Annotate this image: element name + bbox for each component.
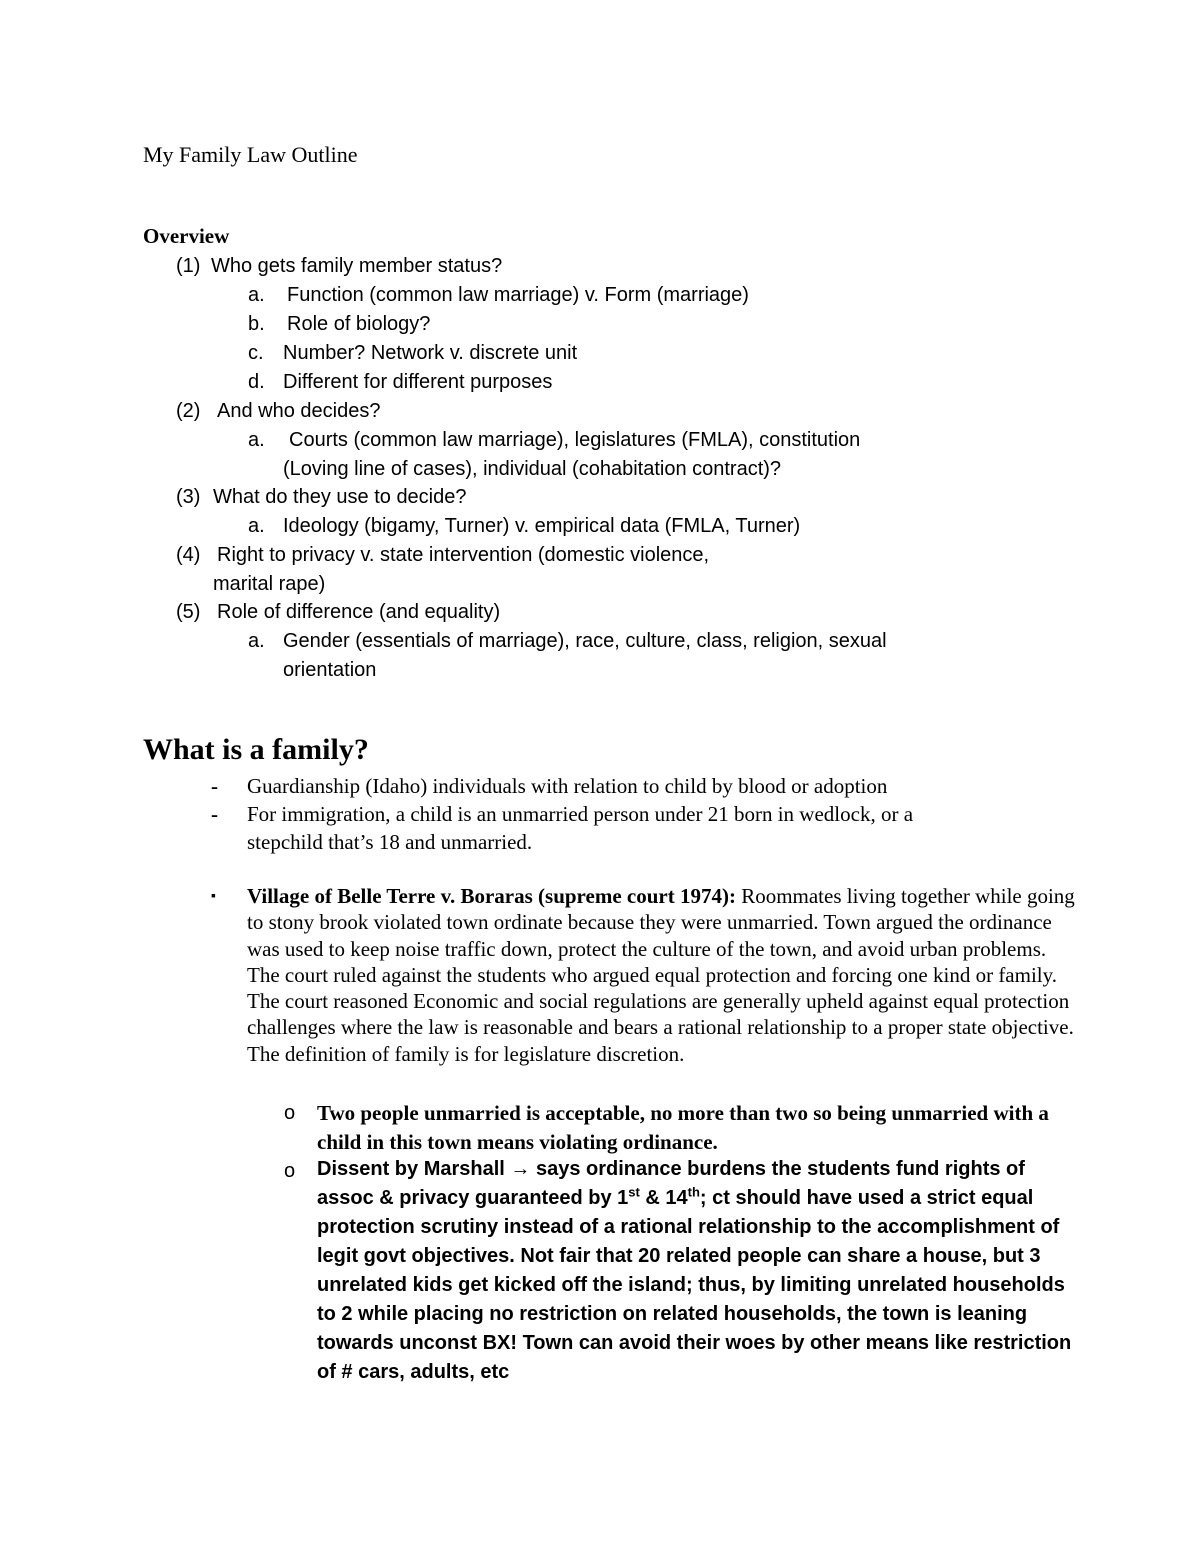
sub-marker-1: o — [284, 1102, 296, 1124]
overview-item-5: Role of difference (and equality) — [217, 601, 501, 623]
dash-item-immigration: For immigration, a child is an unmarried person under 21 born in wedlock, or a — [247, 802, 914, 826]
dissent-part3: & 14 — [645, 1187, 688, 1209]
sub-item-dissent — [317, 1155, 1077, 1387]
overview-item-1d: Different for different purposes — [283, 371, 553, 393]
overview-item-3: What do they use to decide? — [213, 486, 467, 508]
dissent-sup-th: th — [687, 1184, 700, 1200]
overview-item-3a: Ideology (bigamy, Turner) v. empirical data (FMLA, Turner) — [283, 515, 801, 537]
overview-num-1: (1) — [176, 255, 201, 277]
dissent-part2: says ordinance burdens the students fund rights of assoc & privacy guaranteed by 1 — [317, 1158, 1025, 1209]
overview-num-1c: c. — [248, 342, 264, 364]
dash-marker-1: - — [211, 774, 218, 798]
case-body: Roommates living together while going to stony brook violated town ordinate because they were unmarried. Town argued the ordinance was used to keep noise traffic down, protect the culture of the town, and avoid urban problems. The court ruled against the students who argued equal protection and forcing one kind or family. The court reasoned Economic and social regulations are generally upheld against equal protection challenges where the law is reasonable and bears a rational relationship to a proper state objective. The definition of family is for legislature discretion. — [247, 884, 1075, 1066]
case-bullet: ▪ — [211, 887, 216, 903]
dash-item-guardianship: Guardianship (Idaho) individuals with relation to child by blood or adoption — [247, 774, 888, 798]
overview-item-5a: Gender (essentials of marriage), race, culture, class, religion, sexual — [283, 630, 887, 652]
overview-item-2a: Courts (common law marriage), legislatures (FMLA), constitution — [289, 429, 861, 451]
overview-num-1b: b. — [248, 313, 265, 335]
overview-num-3a: a. — [248, 515, 265, 537]
document-title: My Family Law Outline — [143, 142, 358, 167]
overview-item-4-cont: marital rape) — [213, 573, 326, 595]
overview-item-2a-cont: (Loving line of cases), individual (cohabitation contract)? — [283, 458, 782, 480]
arrow-right-icon: → — [510, 1158, 531, 1180]
dissent-part4: ; ct should have used a strict equal protection scrutiny instead of a rational relationship to the accomplishment of legit govt objectives. Not fair that 20 related people can share a house, but 3 unrelated kids get kicked off the island; thus, by limiting unrelated households to 2 while placing no restriction on related households, the town is leaning towards unconst BX! Town can avoid their woes by other means like restriction of # cars, adults, etc — [317, 1187, 1072, 1383]
overview-item-1c: Number? Network v. discrete unit — [283, 342, 578, 364]
overview-num-1d: d. — [248, 371, 265, 393]
overview-item-1a: Function (common law marriage) v. Form (marriage) — [287, 284, 749, 306]
dash-item-immigration-cont: stepchild that’s 18 and unmarried. — [247, 830, 533, 854]
dissent-sup-st: st — [628, 1184, 640, 1200]
overview-item-4: Right to privacy v. state intervention (domestic violence, — [217, 544, 710, 566]
overview-num-2: (2) — [176, 400, 201, 422]
overview-num-1a: a. — [248, 284, 265, 306]
dissent-part1: Dissent by Marshall — [317, 1158, 505, 1180]
overview-item-5a-cont: orientation — [283, 659, 377, 681]
overview-item-2: And who decides? — [217, 400, 381, 422]
overview-item-1: Who gets family member status? — [211, 255, 503, 277]
sub-marker-2: o — [284, 1160, 296, 1182]
overview-num-5a: a. — [248, 630, 265, 652]
overview-item-1b: Role of biology? — [287, 313, 431, 335]
overview-num-3: (3) — [176, 486, 201, 508]
overview-num-2a: a. — [248, 429, 265, 451]
section-heading: What is a family? — [143, 733, 369, 766]
overview-num-4: (4) — [176, 544, 201, 566]
sub-item-two-people: Two people unmarried is acceptable, no more than two so being unmarried with a child in this town means violating ordinance. — [317, 1101, 1049, 1154]
dash-marker-2: - — [211, 802, 218, 826]
case-name: Village of Belle Terre v. Boraras (supreme court 1974): — [247, 884, 736, 908]
overview-num-5: (5) — [176, 601, 201, 623]
case-belle-terre — [247, 883, 1077, 1067]
overview-heading: Overview — [143, 224, 230, 248]
